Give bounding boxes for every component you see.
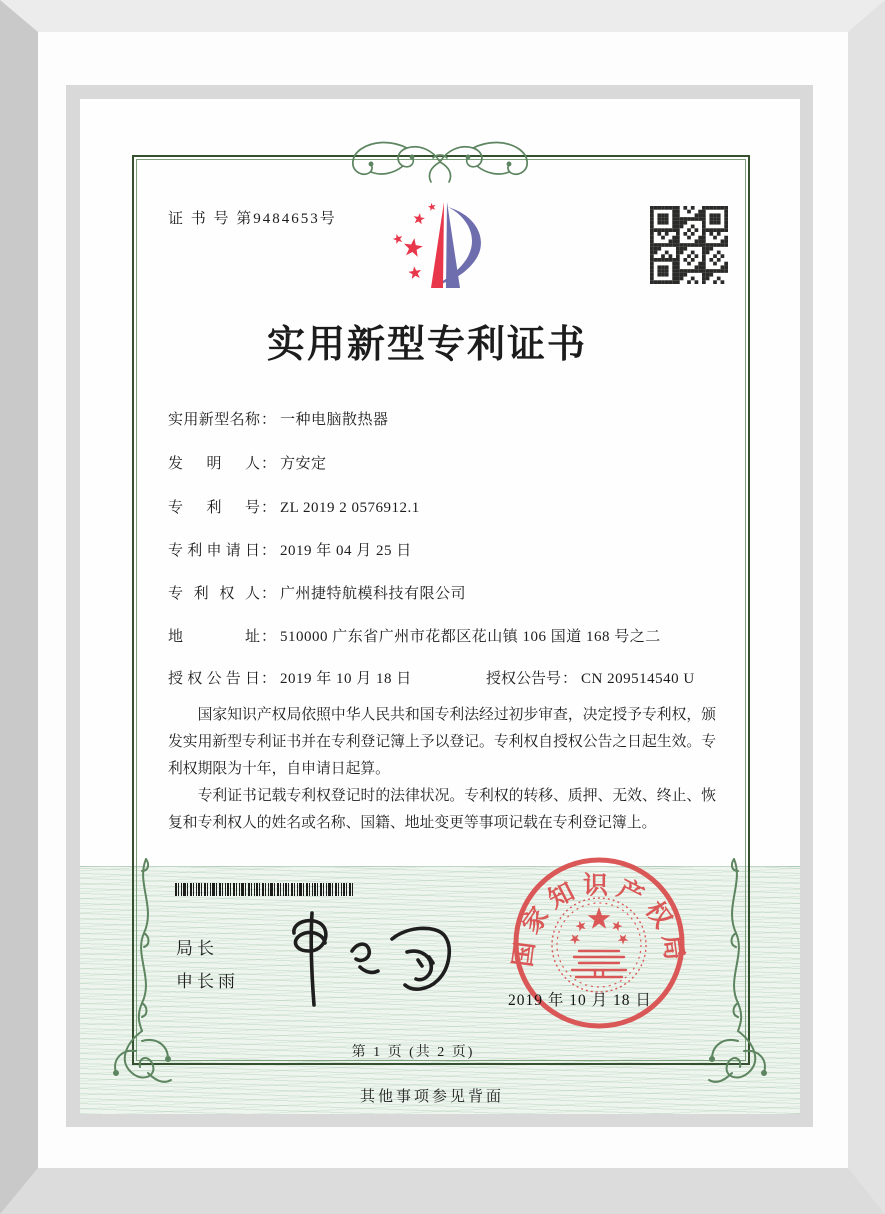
field-value: 方安定 [280, 456, 327, 472]
field-value: 广州捷特航模科技有限公司 [280, 586, 467, 602]
grant-no-label: 授权公告号 [486, 671, 562, 687]
field-row-filing-date: 专利申请日： 2019 年 04 月 25 日 [168, 539, 412, 560]
grant-date-label: 授权公告日 [168, 671, 260, 687]
field-label: 专利号 [168, 500, 260, 516]
field-value: 510000 广东省广州市花都区花山镇 106 国道 168 号之二 [280, 629, 661, 645]
body-paragraph: 国家知识产权局依照中华人民共和国专利法经过初步审查，决定授予专利权，颁发实用新型专利证书并在专利登记簿上予以登记。专利权自授权公告之日起生效。专利权期限为十年，自申请日起算。 [168, 707, 716, 777]
certificate-title: 实用新型专利证书 [266, 324, 587, 366]
field-value: 一种电脑散热器 [280, 412, 389, 428]
grant-no-value: CN 209514540 U [581, 671, 695, 687]
field-row-patentee: 专利权人： 广州捷特航模科技有限公司 [168, 582, 466, 603]
body-paragraph: 专利证书记载专利权登记时的法律状况。专利权的转移、质押、无效、终止、恢复和专利权人的姓名或名称、国籍、地址变更等事项记载在专利登记簿上。 [168, 788, 716, 831]
field-row-grant: 授权公告日： 2019 年 10 月 18 日 授权公告号： CN 209514540 U [168, 667, 412, 688]
director-block [176, 932, 239, 998]
field-label: 实用新型名称 [168, 412, 260, 428]
field-label: 专利申请日 [168, 543, 260, 559]
field-row-patent-no: 专利号： ZL 2019 2 0576912.1 [168, 496, 420, 517]
barcode [175, 883, 358, 896]
grant-date-value: 2019 年 10 月 18 日 [280, 671, 412, 687]
field-row-inventor: 发明人： 方安定 [168, 452, 327, 473]
certificate-paper [80, 99, 800, 1113]
field-value: ZL 2019 2 0576912.1 [280, 500, 420, 516]
director-signature-icon [276, 899, 456, 1011]
field-value: 2019 年 04 月 25 日 [280, 543, 412, 559]
field-row-address: 地址： 510000 广东省广州市花都区花山镇 106 国道 168 号之二 [168, 625, 661, 646]
field-label: 发明人 [168, 456, 260, 472]
legal-text-block [168, 702, 716, 837]
field-row-name: 实用新型名称： 一种电脑散热器 [168, 408, 389, 429]
field-label: 专利权人 [168, 586, 260, 602]
cnipa-logo-icon [382, 195, 492, 295]
page-indicator: 第 1 页 (共 2 页) [351, 1045, 475, 1060]
certificate-number: 证 书 号 第9484653号 [168, 211, 337, 227]
qr-code [650, 206, 728, 284]
grant-no-group: 授权公告号： CN 209514540 U [486, 671, 695, 687]
field-label: 地址 [168, 629, 260, 645]
seal-date: 2019 年 10 月 18 日 [508, 992, 652, 1009]
director-title: 局长 [176, 939, 218, 958]
seal-agency-text: 国家知识产权局 [510, 872, 688, 969]
back-note: 其他事项参见背面 [359, 1089, 504, 1105]
director-name: 申长雨 [176, 972, 239, 991]
